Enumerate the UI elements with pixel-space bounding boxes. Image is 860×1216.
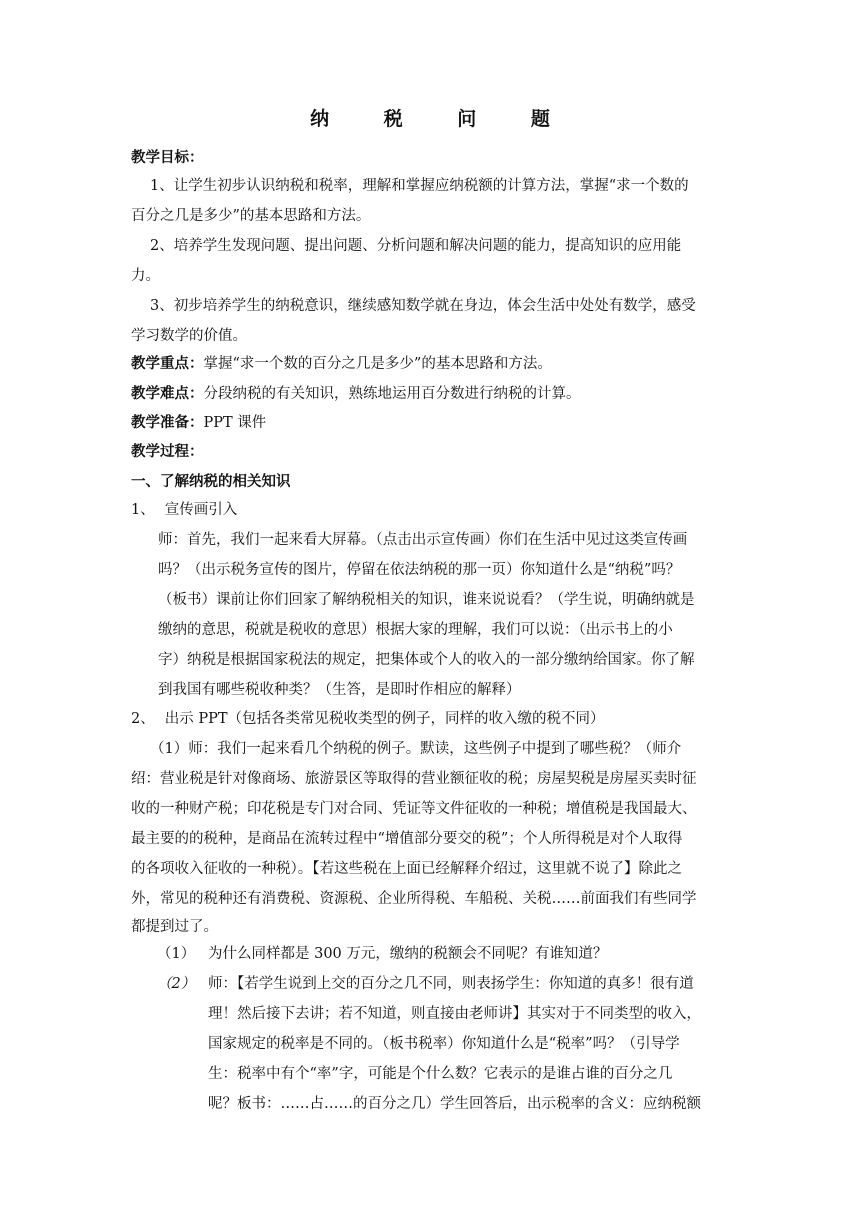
step-1-line-2: 吗？（出示税务宣传的图片，停留在依法纳税的那一页）你知道什么是“纳税”吗？ (158, 562, 681, 578)
step-1-line-6: 到我国有哪些税收种类？（生答，是即时作相应的解释） (158, 682, 521, 698)
prep-text: PPT 课件 (203, 415, 267, 431)
step-2-line-6: 外，常见的税种还有消费税、资源税、企业所得税、车船税、关税……前面我们有些同学 (131, 891, 697, 907)
step-1-number: 1、 (131, 502, 155, 518)
key-point (131, 354, 552, 374)
process-heading: 教学过程： (131, 444, 204, 460)
step-2-heading (131, 709, 605, 729)
step-2-line-1: （1）师：我们一起来看几个纳税的例子。默读，这些例子中提到了哪些税？（师介 (150, 741, 682, 757)
step-1-heading (131, 500, 237, 520)
step-2-line-4: 最主要的的税种，是商品在流转过程中“增值部分要交的税”；个人所得税是对个人取得 (131, 831, 683, 847)
goal-2-line-1: 2、培养学生发现问题、提出问题、分析问题和解决问题的能力，提高知识的应用能 (150, 238, 682, 254)
key-point-text: 掌握“求一个数的百分之几是多少”的基本思路和方法。 (203, 356, 552, 372)
difficulty (131, 384, 581, 404)
step-1-line-3: （板书）课前让你们回家了解纳税相关的知识，谁来说说看？（学生说，明确纳就是 (158, 592, 695, 608)
goal-3-line-2: 学习数学的价值。 (131, 328, 247, 344)
key-point-label: 教学重点： (131, 356, 204, 372)
step-2-line-5: 的各项收入征收的一种税）。【若这些税在上面已经解释介绍过，这里就不说了】除此之 (131, 861, 682, 877)
question-1-text: 为什么同样都是 300 万元，缴纳的税额会不同呢？有谁知道？ (208, 946, 608, 962)
step-1-line-4: 缴纳的意思，税就是税收的意思）根据大家的理解，我们可以说：（出示书上的小 (158, 622, 673, 638)
step-2-line-7: 都提到过了。 (131, 919, 218, 935)
difficulty-label: 教学难点： (131, 386, 204, 402)
question-2-line-5: 呢？板书：……占……的百分之几）学生回答后，出示税率的含义：应纳税额 (208, 1096, 701, 1112)
step-2-line-3: 收的一种财产税；印花税是专门对合同、凭证等文件征收的一种税；增值税是我国最大、 (131, 801, 697, 817)
step-2-line-2: 绍：营业税是针对像商场、旅游景区等取得的营业额征收的税；房屋契税是房屋买卖时征 (131, 771, 697, 787)
question-1-number: （1） (157, 946, 196, 962)
difficulty-text: 分段纳税的有关知识，熟练地运用百分数进行纳税的计算。 (203, 386, 581, 402)
goal-3-line-1: 3、初步培养学生的纳税意识，继续感知数学就在身边，体会生活中处处有数学，感受 (150, 298, 696, 314)
step-1-line-5: 字）纳税是根据国家税法的规定，把集体或个人的收入的一部分缴纳给国家。你了解 (158, 652, 695, 668)
goal-1-line-1: 1、让学生初步认识纳税和税率，理解和掌握应纳税额的计算方法，掌握“求一个数的 (150, 178, 689, 194)
goals-heading: 教学目标： (131, 150, 204, 166)
goal-2-line-2: 力。 (131, 268, 160, 284)
question-2-line-1: 师：【若学生说到上交的百分之几不同，则表扬学生：你知道的真多！很有道 (208, 976, 694, 992)
question-2-line-4: 生：税率中有个“率”字，可能是个什么数？它表示的是谁占谁的百分之几 (208, 1066, 673, 1082)
step-1-line-1: 师：首先，我们一起来看大屏幕。（点击出示宣传画）你们在生活中见过这类宣传画 (158, 532, 688, 548)
step-2-title: 出示 PPT（包括各类常见税收类型的例子，同样的收入缴的税不同） (164, 711, 605, 727)
goal-1-line-2: 百分之几是多少”的基本思路和方法。 (131, 208, 371, 224)
question-2-line-3: 国家规定的税率是不同的。（板书税率）你知道什么是“税率”吗？（引导学 (208, 1036, 680, 1052)
document-title: 纳 税 问 题 (310, 108, 574, 130)
question-2-line-2: 理！然后接下去讲；若不知道，则直接由老师讲】其实对于不同类型的收入， (208, 1006, 701, 1022)
section-1-heading: 一、了解纳税的相关知识 (131, 474, 291, 490)
step-2-number: 2、 (131, 711, 155, 727)
step-1-title: 宣传画引入 (164, 502, 238, 518)
question-2-number: （2） (157, 976, 196, 992)
prep (131, 413, 266, 433)
prep-label: 教学准备： (131, 415, 204, 431)
